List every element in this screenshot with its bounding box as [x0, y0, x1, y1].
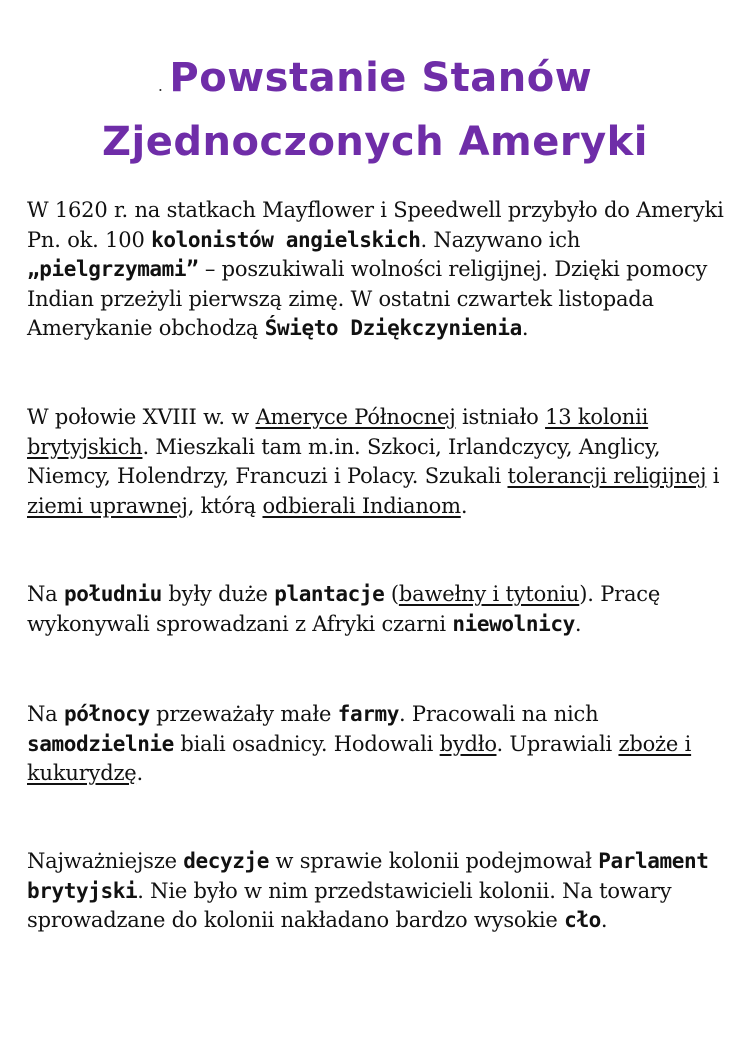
- underlined-text: tolerancji religijnej: [507, 464, 707, 488]
- text: .: [460, 493, 468, 518]
- bold-text: południu: [63, 582, 162, 606]
- title-line-2: Zjednoczonych Ameryki: [102, 119, 648, 165]
- paragraph-north: [27, 700, 727, 789]
- bold-text: cło: [564, 908, 601, 932]
- bold-text: niewolnicy: [452, 611, 575, 636]
- underlined-text: bawełny i tytoniu: [398, 582, 580, 606]
- text: istniało: [455, 405, 546, 429]
- text: . Nazywano ich: [420, 227, 581, 252]
- text: . Uprawiali: [496, 731, 619, 756]
- bold-text: Święto Dziękczynienia: [264, 316, 522, 340]
- text: W połowie XVIII w. w: [27, 405, 256, 429]
- text: przeważały małe: [149, 702, 338, 726]
- paragraph-south: [27, 580, 727, 639]
- text: Najważniejsze: [27, 849, 184, 873]
- text: – poszukiwali wolności religijnej. Dzięki pomocy Indian przeżyli pierwszą zimę. W ostatni czwartek listopada Amerykanie obchodzą: [27, 257, 708, 340]
- paragraph-parliament: [27, 847, 727, 936]
- bold-text: samodzielnie: [27, 731, 174, 756]
- underlined-text: zboże i kukurydzę: [27, 731, 692, 785]
- text: .: [600, 908, 608, 932]
- bold-text: decyzje: [183, 849, 269, 873]
- underlined-text: 13 kolonii brytyjskich: [27, 405, 649, 459]
- text: .: [574, 611, 582, 636]
- title-line-1-text: Powstanie Stanów: [169, 55, 593, 101]
- paragraph-pilgrims: [27, 196, 727, 344]
- underlined-text: bydło: [439, 731, 497, 756]
- title-dot: .: [157, 76, 164, 95]
- text: , którą: [187, 493, 263, 518]
- text: biali osadnicy. Hodowali: [173, 731, 440, 756]
- text: i: [706, 464, 720, 488]
- paragraph-colonies: [27, 403, 727, 521]
- title-line-1: [0, 50, 750, 114]
- bold-text: Parlament brytyjski: [27, 849, 709, 903]
- bold-text: plantacje: [274, 582, 385, 606]
- text: były duże: [161, 582, 275, 606]
- bold-text: północy: [63, 702, 150, 726]
- text: (: [384, 582, 399, 606]
- underlined-text: ziemi uprawnej: [27, 493, 188, 518]
- underlined-text: odbierali Indianom: [262, 493, 461, 518]
- text: . Mieszkali tam m.in. Szkoci, Irlandczycy, Anglicy, Niemcy, Holendrzy, Francuzi i Polacy. Szukali: [27, 434, 661, 488]
- text: ). Pracę wykonywali sprowadzani z Afryki czarni: [27, 582, 661, 636]
- text: Na: [27, 582, 64, 606]
- text: . Pracowali na nich: [398, 702, 599, 726]
- text: . Nie było w nim przedstawicieli kolonii. Na towary sprowadzane do kolonii nakładano bardzo wysokie: [27, 878, 672, 932]
- text: w sprawie kolonii podejmował: [269, 849, 599, 873]
- bold-text: farmy: [337, 702, 399, 726]
- underlined-text: Ameryce Północnej: [255, 405, 456, 429]
- text: .: [136, 761, 144, 785]
- text: W 1620 r. na statkach Mayflower i Speedwell przybyło do Ameryki Pn. ok. 100: [27, 198, 724, 252]
- page-title: [0, 50, 750, 170]
- text: .: [521, 316, 529, 340]
- bold-text: „pielgrzymami”: [27, 257, 199, 281]
- bold-text: kolonistów angielskich: [151, 227, 421, 252]
- text: Na: [27, 702, 64, 726]
